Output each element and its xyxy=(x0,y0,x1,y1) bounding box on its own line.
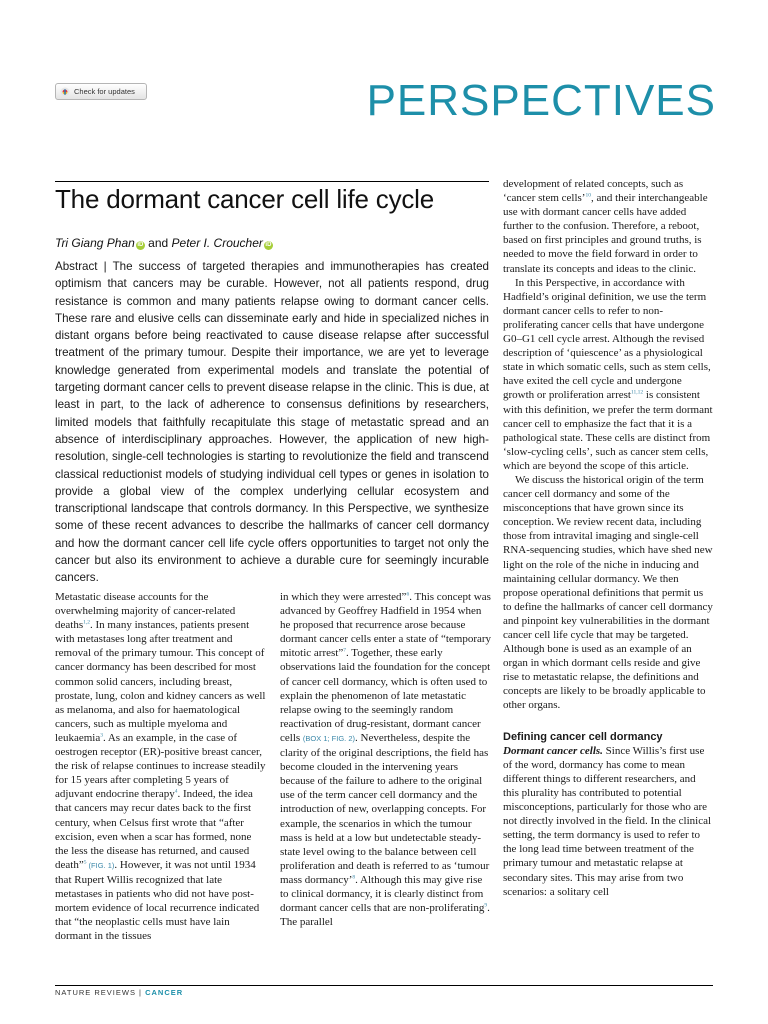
reference-link[interactable]: 8 xyxy=(352,874,356,881)
footer-rule xyxy=(55,985,713,986)
reference-link[interactable]: 3 xyxy=(100,732,103,739)
journal-section[interactable]: CANCER xyxy=(145,988,184,997)
section-label: PERSPECTIVES xyxy=(366,76,716,125)
reference-link[interactable]: 7 xyxy=(343,647,346,654)
journal-footer xyxy=(55,988,183,997)
body-column-1 xyxy=(55,590,267,943)
title-top-rule xyxy=(55,181,489,182)
body-paragraph: Dormant cancer cells. Since Willis’s first use of the word, dormancy has come to mean different things to different researchers, and this plurality has contributed to potential misconceptions, particularly for those who are not directly involved in the field. In the clinical setting, the term dormancy is used to refer to the long lead time between treatment of the primary tumour and metastatic relapse at secondary sites. This may arise from two scenarios: a solitary cell xyxy=(503,744,712,898)
body-paragraph: We discuss the historical origin of the term cancer cell dormancy and some of the misconceptions that have grown since its conception. We review recent data, including those from intravital imaging and single-cell RNA-sequencing studies, which have shed new light on the role of the niche in inducing and maintaining cellular dormancy. We then propose operational definitions that permit us to define the hallmarks of cancer cell dormancy and pinpoint key vulnerabilities in the dormant cancer cell life cycle that may be targeted. Although bone is used as an example of an organ in which dormant cells reside and give rise to metastatic relapse, the definitions and concepts are likely to be broadly applicable to other organs. xyxy=(503,473,713,712)
check-for-updates-label: Check for updates xyxy=(74,87,135,96)
body-paragraph: Metastatic disease accounts for the overwhelming majority of cancer-related deaths$^{1,2}$. In many instances, patients present with metastases long after treatment and removal of the primary tumour. This concept of cancer dormancy has been described for most common solid cancers, including breast, prostate, lung, colon and kidney cancers as well as melanoma, and also for haematological cancers, such as multiple myeloma and leukaemia$^3$. As an example, in the case of oestrogen receptor (ER)-positive breast cancer, the risk of relapse continues to increase steadily for 15 years after completing 5 years of adjuvant endocrine therapy$^4$. Indeed, the idea that cancers may recur dates back to the first century, when Celsus first wrote that “after excision, even when a scar has formed, none the less the disease has returned, and caused death”$^5$ (FIG. 1). However, it was not until 1934 that Rupert Willis recognized that late metastases in patients who did not have post-mortem evidence of local recurrence indicated that “the neoplastic cells must have lain dormant in the tissues xyxy=(55,591,266,943)
author-separator: and xyxy=(144,236,172,250)
body-column-3 xyxy=(503,177,713,899)
body-paragraph: development of related concepts, such as ‘cancer stem cells’$^{10}$, and their interchangeable use with dormant cancer cells have added further to the confusion. Therefore, a reboot, based on first principles and ground truths, is needed to move the field forward in order to translate its concepts and ideas to the clinic. xyxy=(503,178,708,275)
reference-link[interactable]: 5 xyxy=(83,859,87,866)
section-heading: Defining cancer cell dormancy xyxy=(503,730,663,743)
author-name[interactable]: Tri Giang Phan xyxy=(55,236,135,250)
check-for-updates-button[interactable] xyxy=(55,83,147,100)
author-line xyxy=(55,236,273,250)
abstract: Abstract | The success of targeted therapies and immunotherapies has created optimism that cancers may be curable. However, not all patients respond, drug resistance is common and many patients relapse owing to dormant cancer cells. These rare and elusive cells can disseminate early and hide in specialized niches in distant organs before being reactivated to cause disease relapse after successful treatment of the primary tumour. Despite their importance, we are yet to leverage knowledge generated from experimental models and translate the potential of targeting dormant cancer cells to prevent disease relapse in the clinic. This is due, at least in part, to the lack of adherence to consensus definitions by researchers, limited models that faithfully recapitulate this stage of metastatic spread and an absence of interdisciplinary approaches. However, the application of new high-resolution, single-cell technologies is starting to revolutionize the field and transcend classical reductionist models of studying individual cell types or genes in isolation to provide a global view of the complex underlying cellular ecosystem and transcriptional landscape that controls dormancy. In this Perspective, we synthesize some of these recent advances to describe the hallmarks of cancer cell dormancy and how the dormant cancer cell life cycle offers opportunities to target not only the cancer but also its environment to achieve a durable cure for seemingly incurable cancers. xyxy=(55,260,489,585)
reference-link[interactable]: 4 xyxy=(174,788,178,795)
reference-link[interactable]: 1,2 xyxy=(83,619,90,626)
reference-link[interactable]: 11,12 xyxy=(630,389,644,396)
journal-name: NATURE REVIEWS | xyxy=(55,988,146,997)
reference-link[interactable]: 6 xyxy=(406,591,410,598)
body-paragraph: in which they were arrested”$^6$. This concept was advanced by Geoffrey Hadfield in 1954 when he proposed that recurrence arose because dormant cancer cells enter a state of “temporary mitotic arrest”$^7$. Together, these early observations laid the foundation for the concept of cancer cell dormancy, which is often used to explain the phenomenon of late metastatic relapse owing to the seemingly random reactivation of drug-resistant, dormant cancer cells (BOX 1; FIG. 2). Nevertheless, despite the clarity of the original descriptions, the field has become clouded in the intervening years because of the failure to adhere to the original use of the term cancer cell dormancy and the introduction of new, overlapping concepts. For example, the scenarios in which the tumour mass is held at a low but undetectable steady-state level owing to the balance between cell proliferation and death is referred to as ‘tumour mass dormancy’$^8$. Although this may give rise to clinical dormancy, it is clearly distinct from dormant cancer cells that are non-proliferating$^9$. The parallel xyxy=(280,591,492,929)
figure-link[interactable]: (BOX 1; FIG. 2) xyxy=(302,733,356,743)
updates-badge-icon xyxy=(60,87,70,97)
orcid-icon[interactable]: iD xyxy=(137,242,144,248)
figure-link[interactable]: (FIG. 1) xyxy=(86,860,115,870)
run-in-heading: Dormant cancer cells. xyxy=(503,744,603,757)
body-column-2 xyxy=(280,590,492,929)
reference-link[interactable]: 9 xyxy=(484,902,488,909)
body-paragraph: In this Perspective, in accordance with Hadfield’s original definition, we use the term dormant cancer cells to refer to non-proliferating cancer cells that have undergone G0–G1 cell cycle arrest. Although the revised description of ‘quiescence’ as a physiological state in which somatic cells, such as stem cells, have exited the cell cycle and undergone growth or proliferation arrest$^{11,12}$ is consistent with this definition, we prefer the term dormant cancer cell to emphasize the fact that it is a pathological state. These cells are distinct from ‘slow-cycling cells’, such as cancer stem cells, which are beyond the scope of this article. xyxy=(503,276,713,472)
author-name[interactable]: Peter I. Croucher xyxy=(171,236,263,250)
reference-link[interactable]: 10 xyxy=(585,192,591,199)
orcid-icon[interactable]: iD xyxy=(265,242,272,248)
article-title: The dormant cancer cell life cycle xyxy=(55,184,435,214)
